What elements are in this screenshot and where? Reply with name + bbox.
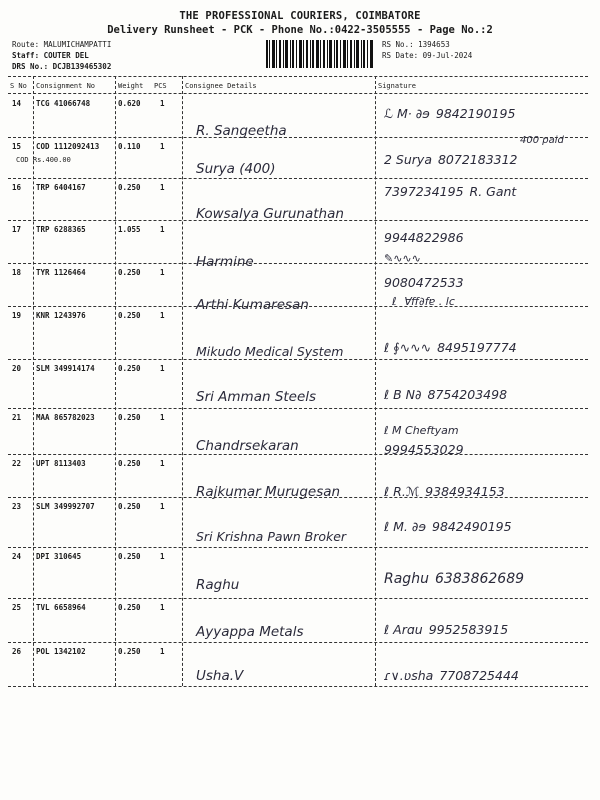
paid-note: 400 paid	[520, 135, 564, 146]
row-sno: 17	[12, 225, 22, 234]
row-sno: 14	[12, 99, 22, 108]
col-header-signature: Signature	[378, 82, 416, 90]
row-weight: 0.250	[118, 603, 141, 612]
row-weight: 0.250	[118, 413, 141, 422]
signature: ℓ R.ℳ 9384934153	[384, 484, 505, 499]
signature-phone: 9952583915	[428, 622, 509, 637]
company-title: THE PROFESSIONAL COURIERS, COIMBATORE	[179, 10, 421, 22]
col-header-sno: S No	[10, 82, 27, 90]
row-consignment: TYR 1126464	[36, 268, 86, 277]
signature-phone: 8754203498	[427, 387, 508, 402]
row-pcs: 1	[160, 268, 165, 277]
row-consignment: UPT 8113403	[36, 459, 86, 468]
row-weight: 0.250	[118, 647, 141, 656]
row-pcs: 1	[160, 603, 165, 612]
signature-phone: 9994553029	[384, 442, 464, 457]
row-pcs: 1	[160, 459, 165, 468]
table-row	[0, 410, 600, 457]
signature-phone: 9080472533	[384, 275, 464, 290]
consignee-name: Kowsalya Gurunathan	[196, 206, 344, 222]
row-divider	[8, 178, 588, 179]
row-divider	[8, 547, 588, 548]
consignee-name: Mikudo Medical System	[196, 344, 344, 359]
row-pcs: 1	[160, 502, 165, 511]
table-row	[0, 265, 600, 313]
row-sno: 18	[12, 268, 22, 277]
signature: 7397234195 R. Gant	[384, 184, 517, 199]
row-consignment: POL 1342102	[36, 647, 86, 656]
row-consignment: DPI 310645	[36, 552, 82, 561]
consignee-name: Ayyappa Metals	[196, 624, 304, 640]
signature: 2 Surya 8072183312	[384, 152, 518, 167]
signature	[384, 275, 464, 290]
row-consignment: MAA 865782023	[36, 413, 95, 422]
row-divider	[8, 454, 588, 455]
signature-scrawl: ℓ M Cheftyam	[384, 424, 459, 437]
header-divider	[8, 93, 588, 94]
col-header-pcs: PCS	[154, 82, 167, 90]
signature: ℒ M· ∂ɘ 9842190195	[384, 106, 516, 121]
table-row	[0, 456, 600, 500]
row-weight: 0.250	[118, 502, 141, 511]
col-header-weight: Weight	[118, 82, 144, 90]
row-pcs: 1	[160, 225, 165, 234]
row-consignment: TRP 6404167	[36, 183, 86, 192]
signature: ℓ Arɑu 9952583915	[384, 622, 509, 637]
row-weight: 0.250	[118, 364, 141, 373]
rs-number: RS No.: 1394653	[382, 40, 450, 49]
row-divider	[8, 598, 588, 599]
row-divider	[8, 359, 588, 360]
row-consignment: TRP 6288365	[36, 225, 86, 234]
table-row	[0, 222, 600, 270]
row-weight: 0.250	[118, 459, 141, 468]
table-row	[0, 180, 600, 221]
table-row	[0, 361, 600, 405]
consignee-name: Usha.V	[196, 668, 244, 684]
table-row	[0, 96, 600, 137]
row-sno: 16	[12, 183, 22, 192]
signature: ℓ M. ∂ɘ 9842490195	[384, 519, 512, 534]
row-pcs: 1	[160, 413, 165, 422]
row-consignment: TVL 6658964	[36, 603, 86, 612]
signature-phone: 8072183312	[437, 152, 518, 167]
row-divider	[8, 306, 588, 307]
row-sno: 23	[12, 502, 22, 511]
col-header-consignee: Consignee Details	[185, 82, 257, 90]
signature-scrawl: ℓ Ɐff∂fɐ . lc	[392, 295, 455, 308]
signature-phone: 9944822986	[384, 230, 464, 245]
signature-phone: 9842190195	[435, 106, 516, 121]
row-weight: 0.250	[118, 552, 141, 561]
row-pcs: 1	[160, 99, 165, 108]
runsheet-subtitle: Delivery Runsheet - PCK - Phone No.:0422-3505555 - Page No.:2	[107, 24, 493, 36]
table-row	[0, 644, 600, 685]
row-divider	[8, 137, 588, 138]
signature: ℓ B N∂ 8754203498	[384, 387, 508, 402]
table-row	[0, 549, 600, 593]
route-label: Route: MALUMICHAMPATTI	[12, 40, 112, 49]
row-pcs: 1	[160, 364, 165, 373]
signature: ɾ∨.ʋsha 7708725444	[384, 668, 519, 683]
row-pcs: 1	[160, 647, 165, 656]
table-row	[0, 135, 600, 180]
row-consignment: TCG 41066748	[36, 99, 91, 108]
table-top-divider	[8, 76, 588, 77]
table-row	[0, 600, 600, 641]
signature-phone: 9842490195	[432, 519, 512, 534]
row-sno: 15	[12, 142, 22, 151]
row-divider	[8, 497, 588, 498]
barcode-icon	[266, 40, 374, 68]
signature-phone: 7397234195	[384, 184, 464, 199]
row-sno: 24	[12, 552, 22, 561]
signature-phone: 8495197774	[437, 340, 517, 355]
row-consignment: SLM 349992707	[36, 502, 95, 511]
row-consignment: SLM 349914174	[36, 364, 95, 373]
row-weight: 0.250	[118, 311, 141, 320]
consignee-name: Sri Krishna Pawn Broker	[196, 529, 347, 544]
row-divider	[8, 220, 588, 221]
signature-scrawl: ✎∿∿∿	[384, 252, 421, 265]
col-header-consignment: Consignment No	[36, 82, 96, 90]
row-weight: 0.110	[118, 142, 141, 151]
row-sno: 26	[12, 647, 22, 656]
row-weight: 0.620	[118, 99, 141, 108]
rs-date: RS Date: 09-Jul-2024	[382, 51, 473, 60]
signature: ℓ ∮∿∿∿ 8495197774	[384, 340, 517, 355]
row-pcs: 1	[160, 311, 165, 320]
row-pcs: 1	[160, 552, 165, 561]
row-weight: 1.055	[118, 225, 141, 234]
consignee-name: Chandrsekaran	[196, 438, 299, 454]
consignee-name: R. Sangeetha	[196, 123, 287, 139]
row-sno: 19	[12, 311, 22, 320]
row-divider	[8, 263, 588, 264]
header-left-block	[12, 39, 111, 72]
row-sno: 21	[12, 413, 22, 422]
signature-phone: 9384934153	[425, 484, 505, 499]
row-divider	[8, 408, 588, 409]
signature-phone: 6383862689	[434, 571, 525, 587]
signature: Raghu 6383862689	[384, 571, 525, 587]
row-sno: 25	[12, 603, 22, 612]
consignee-name: Arthi Kumaresan	[196, 297, 309, 313]
consignee-name: Harmine	[196, 254, 254, 270]
table-row	[0, 308, 600, 359]
header-right-block	[382, 39, 472, 61]
row-consignment: KNR 1243976	[36, 311, 86, 320]
consignee-name: Surya (400)	[196, 161, 276, 177]
staff-label: Staff: COUTER DEL	[12, 51, 89, 60]
consignee-name: Rajkumar Murugesan	[196, 484, 341, 500]
table-row	[0, 499, 600, 544]
consignee-name: Sri Amman Steels	[196, 389, 317, 405]
signature-phone: 7708725444	[439, 668, 519, 683]
row-weight: 0.250	[118, 268, 141, 277]
row-pcs: 1	[160, 183, 165, 192]
row-pcs: 1	[160, 142, 165, 151]
row-divider	[8, 642, 588, 643]
drs-label: DRS No.: DCJB139465302	[12, 62, 112, 71]
cod-amount: COD Rs.400.00	[16, 156, 71, 164]
row-consignment: COD 1112092413	[36, 142, 100, 151]
table-bottom-divider	[8, 686, 588, 687]
consignee-name: Raghu	[196, 577, 240, 593]
signature	[384, 230, 464, 245]
row-sno: 20	[12, 364, 22, 373]
row-weight: 0.250	[118, 183, 141, 192]
row-sno: 22	[12, 459, 22, 468]
